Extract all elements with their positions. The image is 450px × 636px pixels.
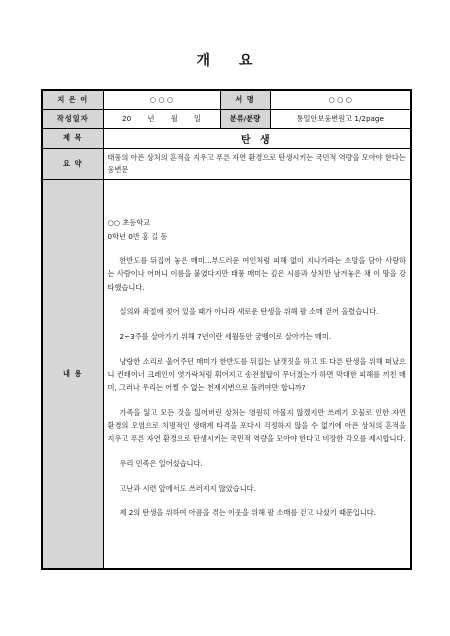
paragraph-7: 고난과 시련 앞에서도 쓰러지지 않았습니다. — [119, 483, 256, 493]
signature-label: 서 명 — [220, 90, 270, 109]
author-row — [42, 90, 411, 109]
page-title-part-1: 개 — [196, 53, 211, 69]
date-day-unit: 일 — [194, 113, 201, 123]
paragraph-6: 우리 민족은 일어섰습니다. — [119, 459, 203, 469]
page-title — [0, 50, 450, 70]
category-value: 통일안보웅변원고 1/2page — [270, 109, 411, 128]
content-label: 내 용 — [42, 179, 103, 569]
content-body — [103, 179, 411, 569]
category-label: 분류/분량 — [220, 109, 270, 128]
paragraph-2: 실의와 좌절에 젖어 있을 때가 아니라 새로운 탄생을 위해 팔 소매 걷어 올렸습니다. — [119, 307, 379, 317]
date-year-unit: 년 — [147, 113, 155, 123]
page-title-part-2: 요 — [239, 53, 254, 69]
title-row — [42, 128, 411, 148]
school-name: ○○ 초등학교 — [107, 218, 151, 228]
summary-row — [42, 148, 411, 179]
student-name: 0학년 0반 홍 길 동 — [107, 231, 168, 241]
overview-form-table — [41, 89, 412, 570]
date-year: 20 — [122, 113, 132, 123]
paragraph-5: 가족을 잃고 모든 것을 잃어버린 상처는 영원히 아물지 않겠지만 쓰레기 오물로 인한 자연 환경의 오염으로 치명적인 생태계 타격을 포다시 걱정하지 않을 수 없기에 아픈 상처의 흔적을 지우고 푸른 자연 환경으로 탄생시키는 국민적 역량을 모아야 한다고 비장한 각오를 제시합니다. — [107, 407, 406, 444]
date-label: 작성일자 — [42, 109, 103, 128]
date-month-unit: 월 — [170, 113, 178, 123]
paragraph-8: 제 2의 탄생을 위하여 아픔을 겪는 이웃을 위해 팔 소매를 걷고 나섰기 때문입니다. — [119, 508, 376, 518]
date-value — [103, 109, 220, 128]
title-label: 제 목 — [42, 128, 103, 148]
signature-value: ○ ○ ○ — [270, 90, 411, 109]
paragraph-3: 2~3주를 살아가기 위해 7년이란 세월동안 굼벵이로 살아가는 매미. — [119, 332, 332, 342]
paragraph-1: 한반도를 뒤집어 놓은 매미...부드러운 여인처럼 피해 없이 지나가라는 소망을 담아 사랑하는 사람이나 어머니 이름을 붙였다지만 태풍 매미는 깊은 시름과 상처만 남겨놓은 채 이 땅을 강타했습니다. — [107, 256, 406, 292]
summary-text: 태풍의 아픈 상처의 흔적을 지우고 푸른 자연 환경으로 탄생시키는 국민적 역량을 모아야 한다는 웅변문 — [103, 148, 411, 179]
speech-title: 탄 생 — [103, 128, 411, 148]
author-label: 지 은 이 — [42, 90, 103, 109]
date-row — [42, 109, 411, 128]
summary-label: 요 약 — [42, 148, 103, 179]
paragraph-4: 냥랑한 소리로 울어주던 매미가 한반도를 뒤집는 날갯짓을 하고 또 다른 탄생을 위해 떠났으니 컨테이너 크레인이 엿가락처럼 휘어지고 송전철탑이 무너졌는가 하면 막대한 피해를 끼친 매미, 그러나 우리는 어쩔 수 없는 천재지변으로 돌려야만 합니까? — [107, 356, 406, 393]
content-row — [42, 179, 411, 569]
author-value: ○ ○ ○ — [103, 90, 220, 109]
